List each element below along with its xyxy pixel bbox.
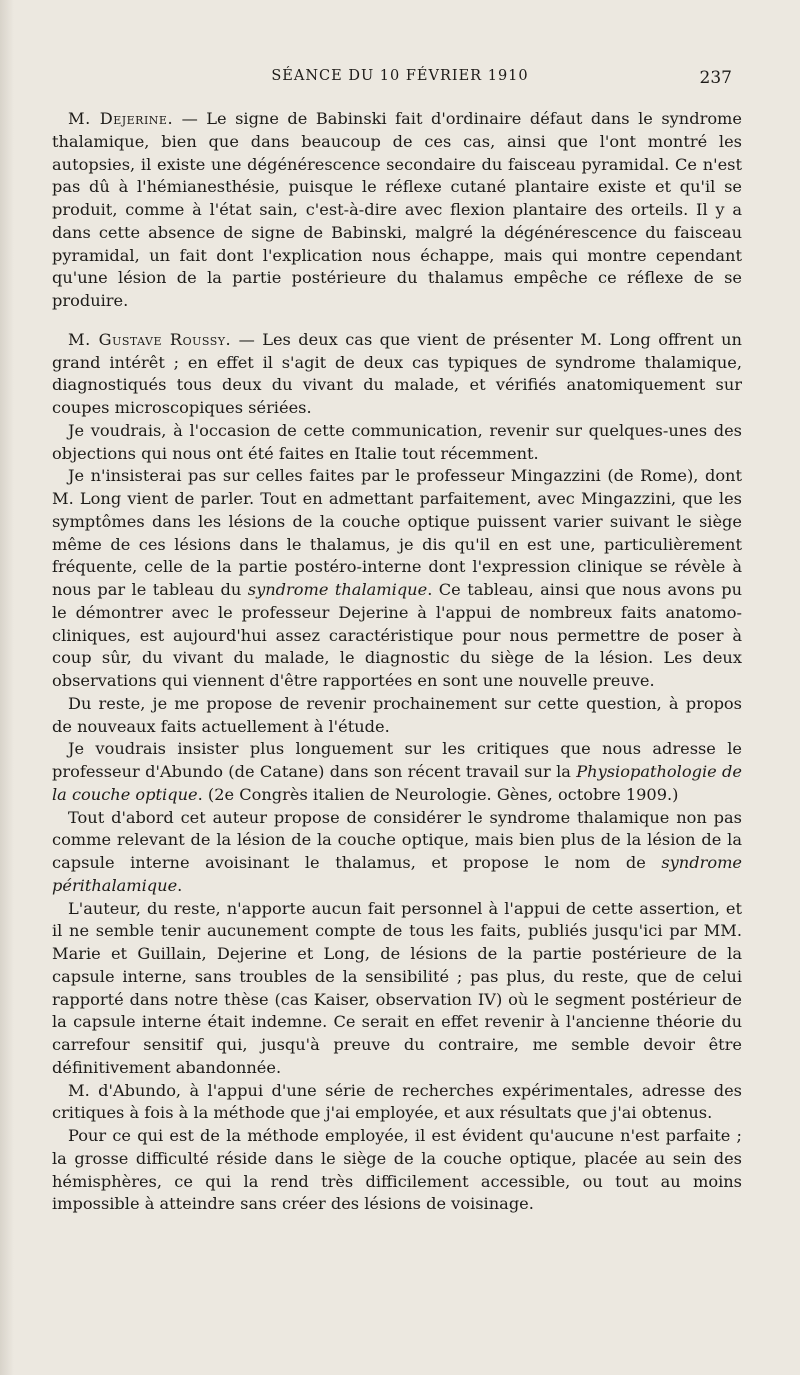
italic-term: syndrome thalamique: [247, 580, 428, 599]
paragraph: L'auteur, du reste, n'apporte aucun fait personnel à l'appui de cette assertion, et il ne semble tenir aucunement compte de tous les faits, publiés jusqu'ici par MM. Marie et Guillain, Dejerine et Long, de lésions de la partie postérieure de la capsule interne, sans troubles de la sensibilité ; pas plus, du reste, que de celui rapporté dans notre thèse (cas Kaiser, observation IV) où le segment postérieur de la capsule interne était indemne. Ce serait en effet revenir à l'ancienne théorie du carrefour sensitif qui, jusqu'à preuve du contraire, me semble devoir être définitivement abandonnée.: [52, 898, 742, 1077]
paragraph-text: Tout d'abord cet auteur propose de considérer le syndrome thalamique non pas comme relevant de la lésion de la couche optique, mais bien plus de la lésion de la capsule interne avoisinant le thalamus, et propose le nom de: [52, 807, 742, 872]
paragraph-text: — Le signe de Babinski fait d'ordinaire défaut dans le syndrome thalamique, bien que dans beaucoup de ces cas, ainsi que l'ont montré les autopsies, il existe une dégénérescence secondaire du faisceau pyramidal. Ce n'est pas dû à l'hémianesthésie, puisque le réflexe cutané plantaire existe et qu'il se produit, comme à l'état sain, c'est-à-dire avec flexion plantaire des orteils. Il y a dans cette absence de signe de Babinski, malgré la dégénérescence du faisceau pyramidal, un fait dont l'explication nous échappe, mais qui montre cependant qu'une lésion de la partie postérieure du thalamus empêche ce réflexe de se produire.: [52, 109, 742, 310]
paragraph-text: .: [177, 875, 183, 895]
italic-term: syndrome périthalamique: [52, 853, 742, 895]
speaker-name: M. Gustave Roussy.: [68, 329, 232, 349]
paragraph-dejerine: [52, 108, 742, 313]
paragraph: Du reste, je me propose de revenir prochainement sur cette question, à propos de nouveaux faits actuellement à l'étude.: [52, 693, 742, 736]
page-header: [0, 68, 800, 92]
paragraph: Pour ce qui est de la méthode employée, il est évident qu'aucune n'est parfaite ; la grosse difficulté réside dans le siège de la couche optique, placée au sein des hémisphères, ce qui la rend très difficilement accessible, ou tout au moins impossible à atteindre sans créer des lésions de voisinage.: [52, 1126, 742, 1214]
page-edge-shadow: [0, 0, 14, 1375]
paragraph: [52, 807, 742, 898]
paragraph-text: Je n'insisterai pas sur celles faites par le professeur Mingazzini (de Rome), dont M. Long vient de parler. Tout en admettant parfaitement, avec Mingazzini, que les symptômes dans les lésions de la couche optique puissent varier suivant le siège même de ces lésions dans le thalamus, je dis qu'il en est une, particulièrement fréquente, celle de la partie postéro-interne dont l'expression clinique se révèle à nous par le tableau du: [52, 466, 742, 599]
paragraph-roussy: [52, 329, 742, 420]
paragraph-text: . Ce tableau, ainsi que nous avons pu le démontrer avec le professeur Dejerine à l'appui de nombreux faits anatomo-cliniques, est aujourd'hui assez caractéristique pour nous permettre de poser à coup sûr, du vivant du malade, le diagnostic du siège de la lésion. Les deux observations qui viennent d'être rapportées en sont une nouvelle preuve.: [52, 580, 742, 690]
paragraph: M. d'Abundo, à l'appui d'une série de recherches expérimentales, adresse des critiques à fois à la méthode que j'ai employée, et aux résultats que j'ai obtenus.: [52, 1080, 742, 1123]
paragraph-text: — Les deux cas que vient de présenter M. Long offrent un grand intérêt ; en effet il s'agit de deux cas typiques de syndrome thalamique, diagnostiqués tous deux du vivant du malade, et vérifiés anatomiquement sur coupes microscopiques sériées.: [52, 329, 742, 417]
paragraph-text: Je voudrais insister plus longuement sur les critiques que nous adresse le professeur d'Abundo (de Catane) dans son récent travail sur la: [52, 739, 742, 781]
speaker-name: M. Dejerine.: [68, 109, 174, 128]
paragraph: [52, 738, 742, 806]
paragraph: [52, 465, 742, 693]
paragraph-text: . (2e Congrès italien de Neurologie. Gènes, octobre 1909.): [197, 784, 679, 804]
running-head: SÉANCE DU 10 FÉVRIER 1910: [271, 68, 529, 84]
italic-title: Physiopathologie de la couche optique: [52, 762, 742, 804]
body-text: [52, 108, 742, 1216]
paragraph: Je voudrais, à l'occasion de cette communication, revenir sur quelques-unes des objections qui nous ont été faites en Italie tout récemment.: [52, 420, 742, 463]
page-number: 237: [699, 68, 732, 88]
